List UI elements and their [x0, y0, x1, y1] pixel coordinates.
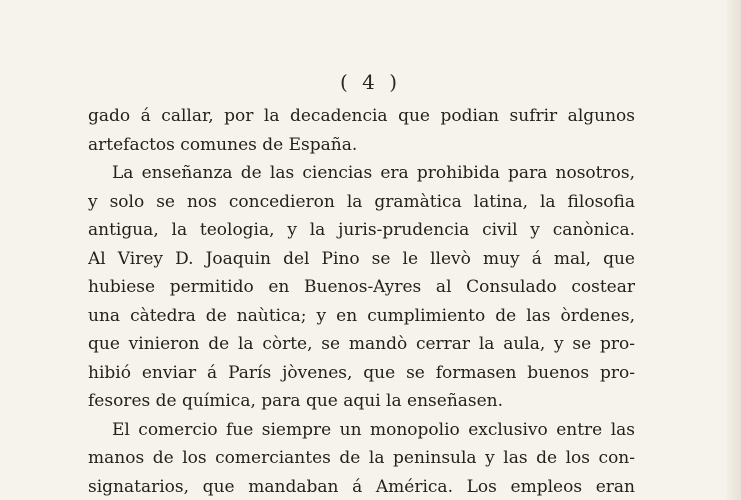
page-number: ( 4 ): [339, 70, 402, 94]
text-line: Al Virey D. Joaquin del Pino se le llevò muy á mal, que: [88, 248, 635, 269]
text-line: hibió enviar á París jòvenes, que se formasen buenos pro-: [88, 362, 635, 383]
text-line: que vinieron de la còrte, se mandò cerrar la aula, y se pro-: [88, 334, 635, 354]
text-line: hubiese permitido en Buenos-Ayres al Consulado costear: [88, 277, 635, 297]
text-line: fesores de química, para que aqui la enseñasen.: [88, 391, 504, 411]
text-line: artefactos comunes de España.: [88, 134, 358, 155]
paragraph-first-line: El comercio fue siempre un monopolio exclusivo entre las: [112, 419, 635, 440]
text-line: gado á callar, por la decadencia que podian sufrir algunos: [88, 106, 635, 126]
paragraph-first-line: La enseñanza de las ciencias era prohibida para nosotros,: [112, 163, 635, 183]
text-line: una càtedra de naùtica; y en cumplimiento de las òrdenes,: [88, 305, 635, 326]
body-text: [88, 102, 635, 500]
text-line: signatarios, que mandaban á América. Los empleos eran: [88, 476, 635, 497]
text-line: antigua, la teologia, y la juris-prudencia civil y canònica.: [88, 220, 635, 240]
text-line: y solo se nos concedieron la gramàtica latina, la filosofia: [88, 191, 635, 212]
text-line: manos de los comerciantes de la peninsula y las de los con-: [88, 448, 635, 468]
